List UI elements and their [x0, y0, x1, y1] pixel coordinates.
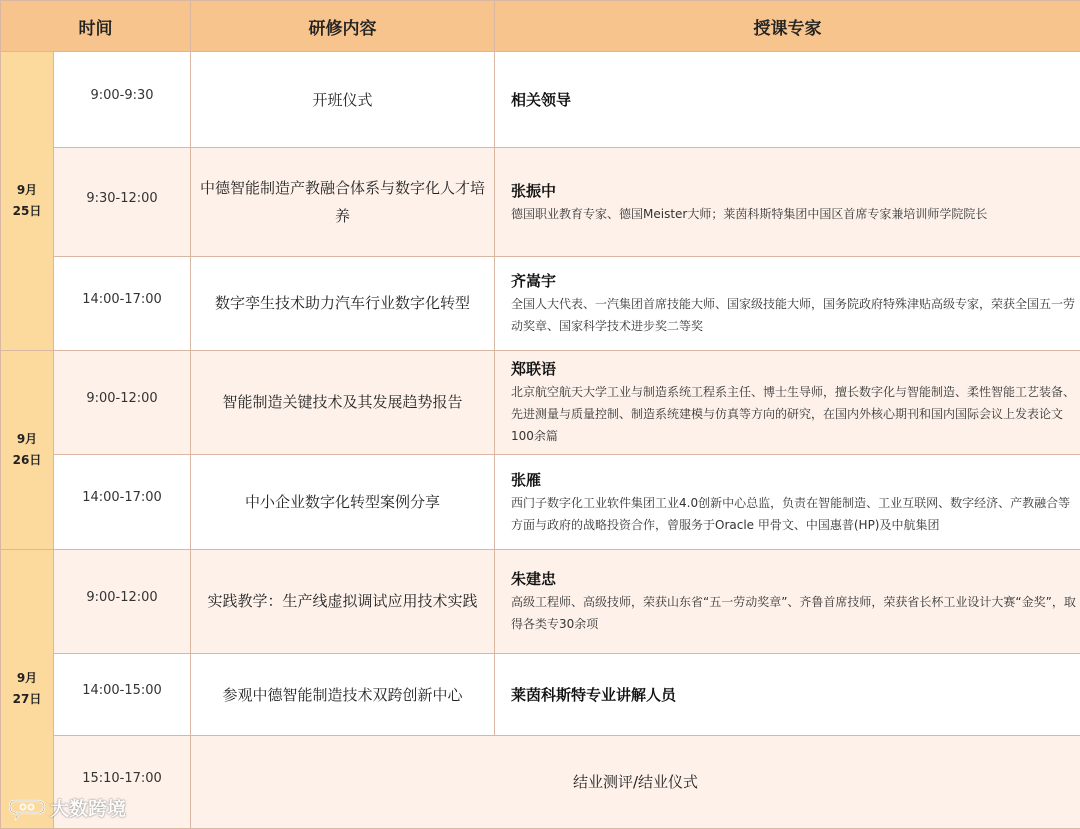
expert-cell [495, 148, 1080, 257]
content-cell: 智能制造关键技术及其发展趋势报告 [191, 350, 495, 455]
time-cell: 14:00-15:00 [54, 654, 191, 736]
table-row [1, 257, 1080, 350]
table-row [1, 148, 1080, 257]
expert-desc: 高级工程师、高级技师，荣获山东省“五一劳动奖章”、齐鲁首席技师，荣获省长杯工业设计大赛“金奖”，取得各类专30余项 [511, 595, 1076, 632]
content-cell: 结业测评/结业仪式 [191, 736, 1080, 829]
expert-cell [495, 549, 1080, 654]
expert-desc: 北京航空航天大学工业与制造系统工程系主任、博士生导师，擅长数字化与智能制造、柔性智能工艺装备、先进测量与质量控制、制造系统建模与仿真等方向的研究，在国内外核心期刊和国内国际会议上发表论文100余篇 [511, 385, 1076, 444]
expert-desc: 全国人大代表、一汽集团首席技能大师、国家级技能大师，国务院政府特殊津贴高级专家，荣获全国五一劳动奖章、国家科学技术进步奖二等奖 [511, 297, 1076, 334]
content-cell: 开班仪式 [191, 52, 495, 148]
time-cell: 9:30-12:00 [54, 148, 191, 257]
expert-desc: 西门子数字化工业软件集团工业4.0创新中心总监，负责在智能制造、工业互联网、数字经济、产教融合等方面与政府的战略投资合作，曾服务于Oracle 甲骨文、中国惠普(HP)及中航集团 [511, 495, 1071, 532]
expert-name: 相关领导 [511, 90, 572, 109]
content-cell: 中德智能制造产教融合体系与数字化人才培养 [191, 148, 495, 257]
header-row [1, 1, 1080, 52]
table-row [1, 654, 1080, 736]
watermark-text: 大数跨境 [50, 798, 127, 820]
time-cell: 9:00-9:30 [54, 52, 191, 148]
time-cell: 14:00-17:00 [54, 257, 191, 350]
expert-name: 齐嵩宇 [511, 272, 557, 291]
content-cell: 中小企业数字化转型案例分享 [191, 455, 495, 549]
time-cell: 15:10-17:00 [54, 736, 191, 829]
day-label: 9月 26日 [1, 350, 54, 549]
expert-cell [495, 654, 1080, 736]
content-cell: 数字孪生技术助力汽车行业数字化转型 [191, 257, 495, 350]
day-label: 9月 25日 [1, 52, 54, 351]
time-cell: 14:00-17:00 [54, 455, 191, 549]
expert-name: 朱建忠 [511, 570, 557, 589]
expert-name: 张雁 [511, 470, 542, 489]
watermark [8, 794, 126, 821]
table-row [1, 736, 1080, 829]
expert-name: 莱茵科斯特专业讲解人员 [511, 685, 677, 704]
header-expert: 授课专家 [495, 1, 1080, 52]
expert-cell [495, 52, 1080, 148]
content-cell: 参观中德智能制造技术双跨创新中心 [191, 654, 495, 736]
table-row [1, 52, 1080, 148]
day-label: 9月 27日 [1, 549, 54, 828]
expert-cell [495, 350, 1080, 455]
time-cell: 9:00-12:00 [54, 350, 191, 455]
content-cell: 实践教学：生产线虚拟调试应用技术实践 [191, 549, 495, 654]
header-time: 时间 [1, 1, 191, 52]
expert-name: 郑联语 [511, 360, 557, 379]
header-content: 研修内容 [191, 1, 495, 52]
table-row [1, 455, 1080, 549]
expert-cell [495, 455, 1080, 549]
expert-cell [495, 257, 1080, 350]
table-row [1, 350, 1080, 455]
expert-desc: 德国职业教育专家、德国Meister大师；莱茵科斯特集团中国区首席专家兼培训师学院院长 [511, 207, 988, 222]
bubble-logo-icon [8, 795, 46, 821]
time-cell: 9:00-12:00 [54, 549, 191, 654]
table-row [1, 549, 1080, 654]
expert-name: 张振中 [511, 182, 557, 201]
